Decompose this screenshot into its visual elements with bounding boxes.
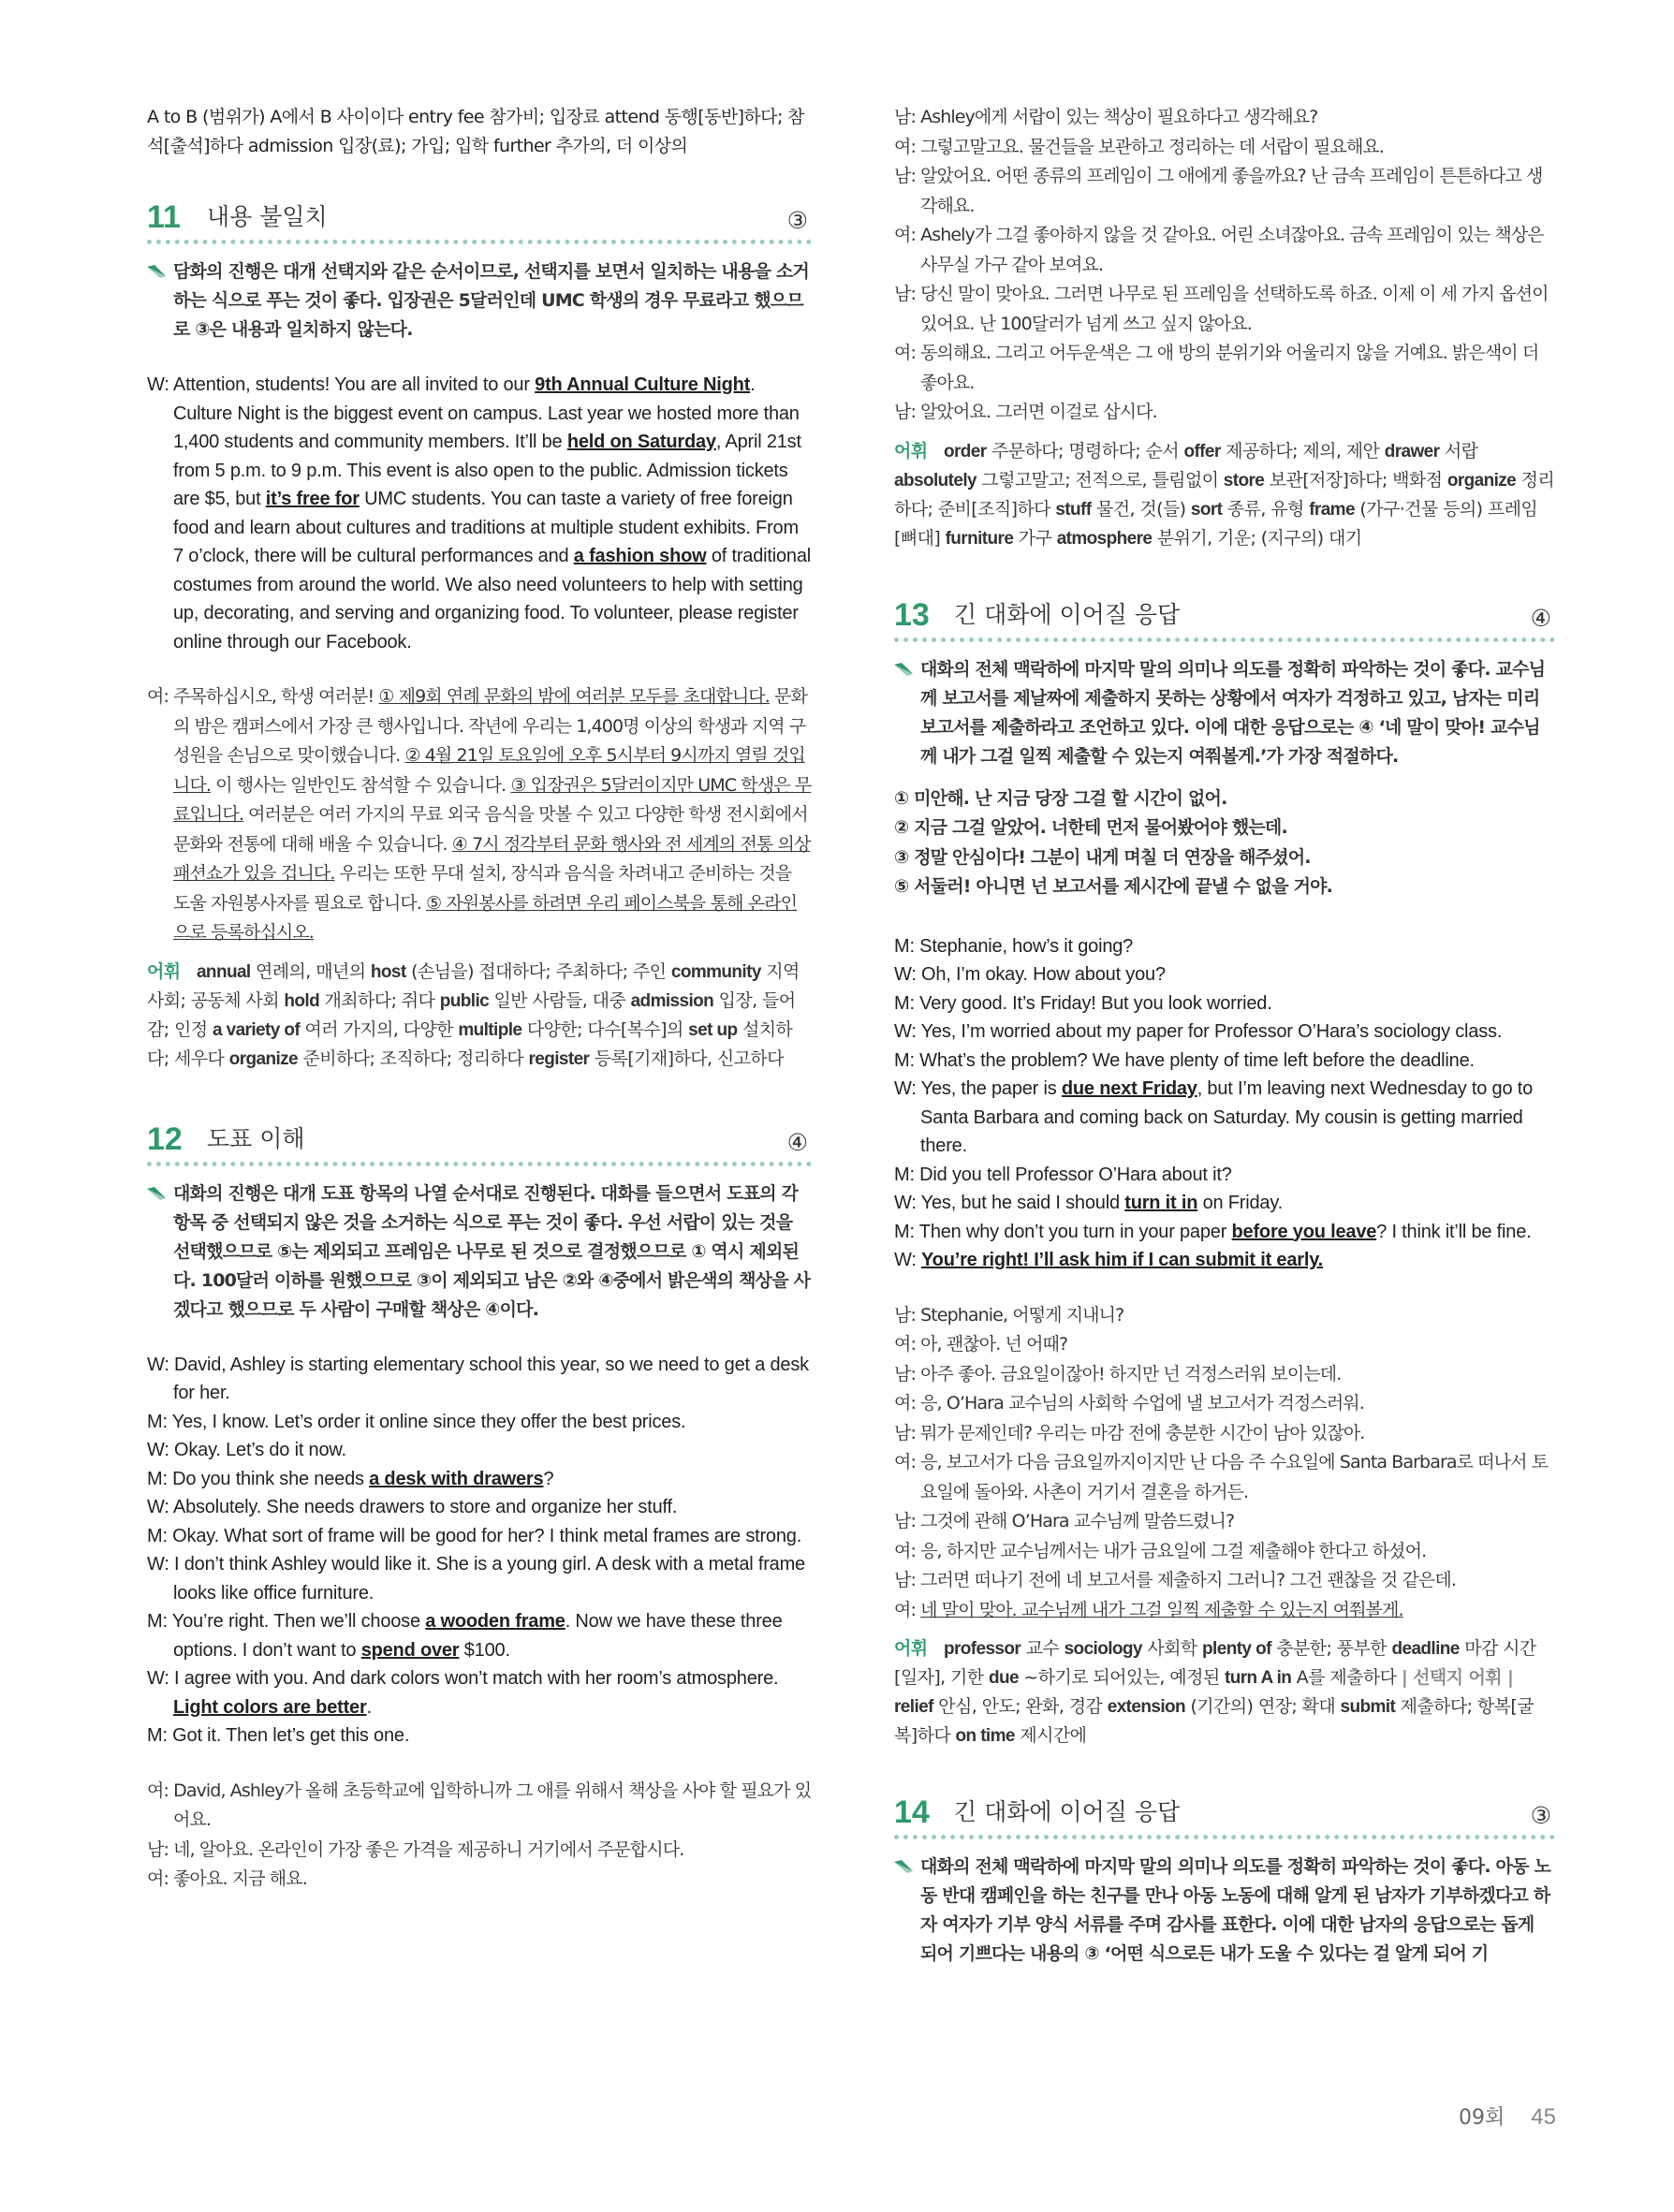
- script-text: ? I think it’ll be fine.: [1376, 1221, 1532, 1242]
- vocab-meaning: 교수: [1021, 1638, 1065, 1659]
- vocab-term: drawer: [1384, 441, 1440, 461]
- pencil-tip-icon: [147, 1187, 166, 1200]
- translation-line: [894, 1596, 1555, 1626]
- script-line: W: David, Ashley is starting elementary school this year, so we need to get a desk for her.: [147, 1354, 809, 1403]
- section-13-tip: [894, 655, 1555, 771]
- vocab-meaning: 사회학: [1141, 1638, 1203, 1659]
- vocab-meaning: 충분한; 풍부한: [1270, 1638, 1392, 1659]
- key-phrase: 9th Annual Culture Night: [535, 374, 751, 395]
- translation-line: 남: 뭐가 문제인데? 우리는 마감 전에 충분한 시간이 남아 있잖아.: [894, 1422, 1365, 1443]
- section-title: 도표 이해: [207, 1124, 305, 1152]
- script-line: [147, 1465, 812, 1494]
- script-text: . Culture Night is the biggest event on campus. Last year we hosted more than 1,400 students and community members. It’ll be: [173, 374, 800, 452]
- vocab-term: submit: [1340, 1697, 1396, 1717]
- script-line: M: Okay. What sort of frame will be good for her? I think metal frames are strong.: [147, 1525, 802, 1546]
- vocab-meaning: (기간의) 연장; 확대: [1185, 1696, 1341, 1717]
- section-title: 내용 불일치: [207, 203, 328, 230]
- section-number: 11: [147, 199, 181, 235]
- vocab-term: on time: [955, 1726, 1015, 1746]
- section-title: 긴 대화에 이어질 응답: [954, 600, 1181, 628]
- section-13-script: [894, 932, 1555, 1275]
- script-line: M: Did you tell Professor O’Hara about it?: [894, 1164, 1232, 1185]
- translation-line: 여: 동의해요. 그리고 어두운색은 그 애 방의 분위기와 어울리지 않을 거예요. 밝은색이 더 좋아요.: [894, 343, 1539, 393]
- underlined-clue: 네 말이 맞아. 교수님께 내가 그걸 일찍 제출할 수 있는지 여쭤볼게.: [920, 1599, 1403, 1620]
- key-phrase: held on Saturday: [566, 432, 716, 452]
- translation-line: 여: David, Ashley가 올해 초등학교에 입학하니까 그 애를 위해서 책상을 사야 할 필요가 있어요.: [147, 1780, 812, 1830]
- underlined-clue: ④ 7시 정각부터 문화 행사와 전 세계의 전통 의상 패션쇼가 있을 겁니다.: [173, 833, 811, 884]
- page-number: 45: [1531, 2104, 1556, 2130]
- tip-text: 대화의 전체 맥락하에 마지막 말의 의미나 의도를 정확히 파악하는 것이 좋다. 교수님께 보고서를 제날짜에 제출하지 못하는 상황에서 여자가 걱정하고 있고, 남자는 미리 보고서를 제출하라고 조언하고 있다. 이에 대한 응답으로는 ④ ‘네 말이 맞아! 교수님께 내가 그걸 일찍 제출할 수 있는지 여쭤볼게.’가 가장 적절하다.: [920, 658, 1546, 767]
- section-11-vocab: [147, 958, 812, 1074]
- vocab-meaning: 그렇고말고; 전적으로, 틀림없이: [976, 469, 1224, 491]
- section-12-script: [147, 1351, 812, 1751]
- translation-line: 남: 당신 말이 맞아요. 그러면 나무로 된 프레임을 선택하도록 하죠. 이제 이 세 가지 옵션이 있어요. 난 100달러가 넘게 쓰고 싶지 않아요.: [894, 284, 1549, 334]
- section-title: 긴 대화에 이어질 응답: [954, 1798, 1181, 1825]
- translation-line: [147, 682, 812, 948]
- vocab-meaning: 준비하다; 조직하다; 정리하다: [298, 1047, 529, 1069]
- section-answer: ③: [786, 207, 808, 234]
- vocab-meaning: 가구: [1013, 527, 1057, 549]
- section-12-header: [147, 1121, 812, 1166]
- choice-vocab-tag: | 선택지 어휘 |: [1401, 1667, 1514, 1688]
- vocab-term: organize: [228, 1048, 299, 1069]
- key-phrase: spend over: [360, 1639, 460, 1661]
- section-11-header: [147, 198, 812, 244]
- key-phrase: a wooden frame: [425, 1611, 565, 1632]
- script-text: on Friday.: [1197, 1193, 1284, 1213]
- option-item: ③ 정말 안심이다! 그분이 내게 며칠 더 연장을 해주셨어.: [894, 846, 1311, 868]
- vocab-meaning: 다양한; 다수[복수]의: [521, 1018, 689, 1040]
- tip-text: 담화의 진행은 대개 선택지와 같은 순서이므로, 선택지를 보면서 일치하는 내용을 소거하는 식으로 푸는 것이 좋다. 입장권은 5달러인데 UMC 학생의 경우 무료라고 했으므로 ③은 내용과 일치하지 않는다.: [173, 261, 809, 340]
- vocab-label: 어휘: [147, 960, 181, 982]
- script-line: W: Oh, I’m okay. How about you?: [894, 964, 1166, 985]
- vocab-meaning: 제공하다; 제의, 제안: [1220, 440, 1385, 461]
- script-text: M: You’re right. Then we’ll choose: [147, 1611, 426, 1632]
- section-13-header: [894, 596, 1555, 642]
- section-number: 13: [894, 596, 930, 633]
- vocab-meaning: 서랍: [1439, 440, 1478, 461]
- vocab-meaning: 종류, 유형: [1222, 498, 1310, 520]
- script-text: W: Attention, students! You are all invited to our: [147, 374, 536, 395]
- vocab-term: relief: [894, 1697, 933, 1717]
- translation-line: 남: Stephanie, 어떻게 지내니?: [894, 1304, 1124, 1326]
- vocab-term: hold: [284, 990, 320, 1011]
- vocab-meaning: 지역 사회; 공동체 사회: [147, 960, 800, 1011]
- vocab-term: offer: [1183, 441, 1221, 461]
- vocab-term: set up: [688, 1019, 738, 1040]
- translation-line: 남: 아주 좋아. 금요일이잖아! 하지만 넌 걱정스러워 보이는데.: [894, 1363, 1342, 1384]
- vocab-term: extension: [1107, 1697, 1186, 1717]
- option-item: ① 미안해. 난 지금 당장 그걸 할 시간이 없어.: [894, 787, 1227, 809]
- vocab-term: multiple: [458, 1019, 522, 1040]
- script-text: .: [366, 1696, 372, 1718]
- option-item: ② 지금 그걸 알았어. 너한테 먼저 물어봤어야 했는데.: [894, 817, 1287, 838]
- vocab-meaning: 일반 사람들, 대중: [489, 989, 631, 1011]
- vocab-term: community: [670, 961, 761, 982]
- script-text: M: Do you think she needs: [147, 1468, 370, 1489]
- underlined-clue: ③ 입장권은 5달러이지만 UMC 학생은 무료입니다.: [173, 774, 812, 825]
- vocab-meaning: 주문하다; 명령하다; 순서: [986, 440, 1184, 461]
- vocab-term: plenty of: [1202, 1639, 1271, 1659]
- script-text: W: Yes, the paper is: [894, 1078, 1062, 1099]
- section-14-tip: [894, 1853, 1555, 1969]
- vocab-term: deadline: [1391, 1639, 1460, 1659]
- vocab-label: 어휘: [894, 440, 928, 461]
- script-line: M: Got it. Then let’s get this one.: [147, 1725, 410, 1746]
- vocab-meaning: 제출하다; 항복[굴복]하다: [894, 1696, 1534, 1746]
- translation-line: 여: 좋아요. 지금 해요.: [147, 1868, 307, 1889]
- section-number: 12: [147, 1121, 183, 1157]
- vocab-term: admission: [630, 990, 714, 1011]
- top-vocab-gloss: A to B (범위가) A에서 B 사이이다 entry fee 참가비; 입장료 attend 동행[동반]하다; 참석[출석]하다 admission 입장(료); 가입; 입학 further 추가의, 더 이상의: [147, 107, 804, 156]
- translation-line: 남: 알았어요. 그러면 이걸로 삽시다.: [894, 402, 1157, 422]
- key-phrase: Light colors are better: [173, 1696, 367, 1718]
- script-text: W: Yes, but he said I should: [894, 1193, 1125, 1213]
- translation-line: 여: 응, 보고서가 다음 금요일까지이지만 난 다음 주 수요일에 Santa Barbara로 떠나서 토요일에 돌아와. 사촌이 거기서 결혼을 하거든.: [894, 1452, 1549, 1502]
- vocab-term: host: [370, 961, 406, 982]
- section-answer: ④: [1530, 604, 1551, 632]
- vocab-meaning: 정리하다; 준비[조직]하다: [894, 469, 1555, 520]
- tip-text: 대화의 진행은 대개 도표 항목의 나열 순서대로 진행된다. 대화를 들으면서 도표의 각 항목 중 선택되지 않은 것을 소거하는 식으로 푸는 것이 좋다. 우선 서랍이 있는 것을 선택했으므로 ⑤는 제외되고 프레임은 나무로 된 것으로 결정했으므로 ① 역시 제외된다. 100달러 이하를 원했으므로 ③이 제외되고 남은 ②와 ④중에서 밝은색의 책상을 사겠다고 했으므로 두 사람이 구매할 책상은 ④이다.: [173, 1182, 811, 1320]
- script-line: [147, 1607, 812, 1664]
- vocab-meaning: 여러 가지의, 다양한: [300, 1018, 459, 1040]
- script-line: [894, 1075, 1555, 1161]
- script-text: of traditional costumes from around the world. We also need volunteers to help with setting up, decorating, and serving and organizing food. To volunteer, please register online through our Facebook.: [173, 546, 811, 652]
- script-text: W:: [894, 1250, 922, 1270]
- script-line: W: Absolutely. She needs drawers to store and organize her stuff.: [147, 1497, 678, 1517]
- script-line: [894, 1246, 1555, 1275]
- vocab-meaning: 안심, 안도; 완화, 경감: [932, 1696, 1108, 1717]
- vocab-meaning: 개최하다; 쥐다: [319, 989, 440, 1011]
- vocab-term: organize: [1446, 470, 1517, 491]
- vocab-term: public: [439, 990, 490, 1011]
- pencil-tip-icon: [894, 663, 913, 676]
- section-answer: ③: [1530, 1802, 1551, 1829]
- key-phrase: it’s free for: [265, 489, 360, 509]
- left-column: [147, 103, 812, 1895]
- script-text: W: I agree with you. And dark colors won’t match with her room’s atmosphere.: [147, 1668, 779, 1689]
- vocab-meaning: 물건, 것(들): [1091, 498, 1191, 520]
- pencil-tip-icon: [147, 265, 166, 278]
- pencil-tip-icon: [894, 1860, 913, 1873]
- script-line: M: Stephanie, how’s it going?: [894, 935, 1134, 957]
- vocab-term: absolutely: [894, 470, 976, 491]
- script-text: , but I’m leaving next Wednesday to go to Santa Barbara and coming back on Saturday. My cousin is getting married there.: [920, 1078, 1534, 1156]
- translation-text: 이 행사는 일반인도 참석할 수 있습니다.: [211, 774, 511, 796]
- vocab-meaning: (가구·건물 등의) 프레임[뼈대]: [894, 498, 1538, 549]
- script-text: M: Then why don’t you turn in your paper: [894, 1221, 1232, 1242]
- right-column: [894, 103, 1555, 1969]
- key-phrase: due next Friday: [1061, 1078, 1197, 1099]
- vocab-meaning: ~하기로 되어있는, 예정된: [1018, 1667, 1226, 1688]
- key-phrase: a desk with drawers: [369, 1468, 544, 1489]
- vocab-meaning: 제시간에: [1014, 1725, 1087, 1746]
- translation-line: 남: 알았어요. 어떤 종류의 프레임이 그 애에게 좋을까요? 난 금속 프레임이 튼튼하다고 생각해요.: [894, 166, 1543, 216]
- section-12-translation-cont: [894, 103, 1555, 428]
- translation-line: 여: 응, O’Hara 교수님의 사회학 수업에 낼 보고서가 걱정스러워.: [894, 1393, 1364, 1414]
- vocab-term: order: [943, 441, 987, 461]
- vocab-term: stuff: [1055, 499, 1092, 520]
- tip-text: 대화의 전체 맥락하에 마지막 말의 의미나 의도를 정확히 파악하는 것이 좋다. 아동 노동 반대 캠페인을 하는 친구를 만나 아동 노동에 대해 알게 된 남자가 기부하겠다고 하자 여자가 기부 양식 서류를 주며 감사를 표한다. 이에 대한 남자의 응답으로는 돕게 되어 기쁘다는 내용의 ③ ‘어떤 식으로든 내가 도울 수 있다는 걸 알게 되어 기: [920, 1856, 1551, 1964]
- vocab-term: professor: [943, 1639, 1021, 1659]
- translation-line: 여: 그렇고말고요. 물건들을 보관하고 정리하는 데 서랍이 필요해요.: [894, 136, 1385, 157]
- script-line: M: Very good. It’s Friday! But you look worried.: [894, 992, 1272, 1014]
- translation-line: 여: 아, 괜찮아. 넌 어때?: [894, 1334, 1068, 1355]
- vocab-term: atmosphere: [1056, 528, 1153, 549]
- script-line: W: I don’t think Ashley would like it. She is a young girl. A desk with a metal frame looks like office furniture.: [147, 1554, 805, 1604]
- key-phrase: a fashion show: [573, 546, 707, 566]
- translation-text: 문화의 밤은 캠퍼스에서 가장 큰 행사입니다. 작년에 우리는 1,400명 이상의 학생과 지역 구성원을 손님으로 맞이했습니다.: [173, 686, 807, 766]
- vocab-term: sociology: [1064, 1639, 1142, 1659]
- script-line: [147, 1664, 812, 1721]
- underlined-clue: ② 4월 21일 토요일에 오후 5시부터 9시까지 열릴 것입니다.: [173, 745, 805, 796]
- vocab-meaning: 등록[기재]하다, 신고하다: [589, 1047, 784, 1069]
- translation-text: 여: 주목하십시오, 학생 여러분!: [147, 686, 379, 707]
- section-answer: ④: [786, 1128, 808, 1156]
- vocab-term: store: [1223, 470, 1265, 491]
- section-number: 14: [894, 1795, 930, 1830]
- section-11-script: [147, 371, 812, 656]
- script-line: [147, 371, 812, 656]
- vocab-meaning: 설치하다; 세우다: [147, 1018, 793, 1069]
- section-11-translation: [147, 682, 812, 948]
- script-line: W: Okay. Let’s do it now.: [147, 1440, 346, 1460]
- script-text: $100.: [459, 1639, 510, 1661]
- vocab-term: register: [528, 1048, 590, 1069]
- underlined-clue: ① 제9회 연례 문화의 밤에 여러분 모두를 초대합니다.: [378, 686, 770, 707]
- translation-line: 남: 네, 알아요. 온라인이 가장 좋은 가격을 제공하니 거기에서 주문합시다.: [147, 1838, 684, 1860]
- translation-line: 남: 그것에 관해 O’Hara 교수님께 말씀드렸니?: [894, 1511, 1235, 1531]
- vocab-term: sort: [1190, 499, 1223, 520]
- vocab-label: 어휘: [894, 1638, 928, 1659]
- section-12-vocab: [894, 437, 1555, 553]
- vocab-term: turn A in: [1225, 1668, 1292, 1688]
- page-footer: [1459, 2102, 1556, 2131]
- key-phrase: You’re right! I’ll ask him if I can submit it early.: [921, 1250, 1323, 1270]
- vocab-meaning: 분위기, 기운; (지구의) 대기: [1152, 527, 1362, 549]
- translation-text: 여:: [894, 1599, 921, 1620]
- section-13-translation: [894, 1301, 1555, 1626]
- vocab-meaning: (손님을) 접대하다; 주최하다; 주인: [405, 960, 671, 982]
- script-text: , April 21st from 5 p.m. to 9 p.m. This event is also open to the public. Admission tickets are $5, but: [173, 432, 801, 509]
- script-text: ?: [543, 1468, 554, 1489]
- issue-label: 09회: [1459, 2106, 1505, 2130]
- vocab-meaning: 마감 시간[일자], 기한: [894, 1638, 1536, 1688]
- section-11-tip: [147, 257, 812, 344]
- vocab-meaning: 연례의, 매년의: [250, 960, 371, 982]
- vocab-term: annual: [196, 961, 251, 982]
- script-line: [894, 1189, 1555, 1218]
- translation-line: 여: 응, 하지만 교수님께서는 내가 금요일에 그걸 제출해야 한다고 하셨어.: [894, 1540, 1427, 1561]
- translation-line: 여: Ashely가 그걸 좋아하지 않을 것 같아요. 어린 소녀잖아요. 금속 프레임이 있는 책상은 사무실 가구 같아 보여요.: [894, 225, 1544, 275]
- script-line: M: Yes, I know. Let’s order it online since they offer the best prices.: [147, 1411, 686, 1432]
- vocab-meaning: 보관[저장]하다; 백화점: [1264, 469, 1447, 491]
- vocab-term: due: [988, 1668, 1019, 1688]
- script-text: . Now we have these three options. I don’t want to: [173, 1611, 783, 1661]
- translation-line: 남: 그러면 떠나기 전에 네 보고서를 제출하지 그러니? 그건 괜찮을 것 같은데.: [894, 1570, 1456, 1590]
- translation-line: 남: Ashley에게 서랍이 있는 책상이 필요하다고 생각해요?: [894, 107, 1318, 127]
- script-line: M: What’s the problem? We have plenty of time left before the deadline.: [894, 1049, 1475, 1071]
- section-12-translation: [147, 1777, 812, 1895]
- vocab-term: frame: [1309, 499, 1355, 520]
- vocab-term: furniture: [945, 528, 1014, 549]
- key-phrase: before you leave: [1231, 1221, 1377, 1242]
- script-line: W: Yes, I’m worried about my paper for Professor O’Hara’s sociology class.: [894, 1021, 1503, 1042]
- translation-text: 우리는 또한 무대 설치, 장식과 음식을 차려내고 준비하는 것을 도울 자원봉사자를 필요로 합니다.: [173, 863, 792, 914]
- vocab-term: a variety of: [212, 1019, 301, 1040]
- vocab-meaning: A를 제출하다: [1291, 1667, 1402, 1688]
- section-12-tip: [147, 1179, 812, 1325]
- section-14-header: [894, 1794, 1555, 1839]
- vocab-meaning: 입장, 들어감; 인정: [147, 989, 796, 1040]
- section-13-options: [894, 784, 1555, 902]
- translation-text: 여러분은 여러 가지의 무료 외국 음식을 맛볼 수 있고 다양한 학생 전시회에서 문화와 전통에 대해 배울 수 있습니다.: [173, 804, 808, 855]
- script-line: [894, 1218, 1555, 1247]
- script-text: UMC students. You can taste a variety of free foreign food and learn about cultures and traditions at multiple student exhibits. From 7 o’clock, there will be cultural performances and: [173, 489, 799, 566]
- option-item: ⑤ 서둘러! 아니면 넌 보고서를 제시간에 끝낼 수 없을 거야.: [894, 876, 1333, 897]
- underlined-clue: ⑤ 자원봉사를 하려면 우리 페이스북을 통해 온라인으로 등록하십시오.: [173, 892, 798, 943]
- key-phrase: turn it in: [1124, 1193, 1198, 1213]
- section-13-vocab: [894, 1634, 1555, 1751]
